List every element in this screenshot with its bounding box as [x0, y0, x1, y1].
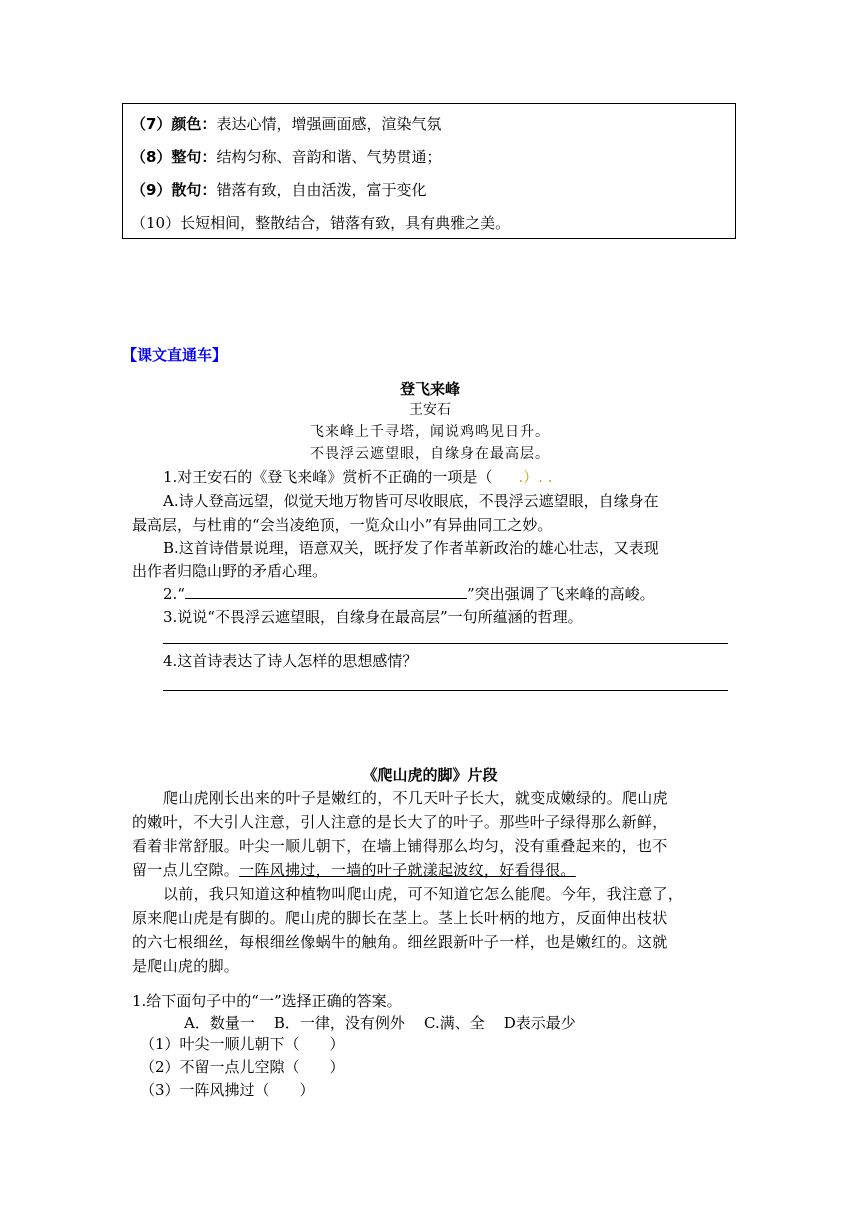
option-b-line-1: B.这首诗借景说理，语意双关，既抒发了作者革新政治的雄心壮志，又表现	[163, 539, 659, 557]
note-label: （9）散句：	[131, 181, 217, 199]
question-2	[163, 584, 655, 604]
note-long-short	[131, 213, 510, 233]
question-2-prefix: 2.“	[163, 585, 185, 603]
note-regular-sentence	[131, 147, 441, 167]
answer-line[interactable]	[163, 690, 728, 691]
passage-paragraph-1	[163, 786, 733, 810]
exercise-item-3	[140, 1080, 315, 1100]
note-color	[131, 114, 441, 134]
passage-line: 原来爬山虎是有脚的。爬山虎的脚长在茎上。茎上长叶柄的地方，反面伸出枝状	[132, 909, 668, 927]
note-text: 结构匀称、音韵和谐、气势贯通；	[216, 148, 442, 166]
note-text: 错落有致，自由活泼，富于变化	[216, 181, 427, 199]
exercise-options: A．数量一 B．一律，没有例外 C.满、全 D表示最少	[184, 1014, 576, 1032]
passage-text: 留一点儿空隙。	[132, 861, 240, 879]
question-2-suffix: ”突出强调了飞来峰的高峻。	[466, 585, 655, 603]
poem-line-1: 飞来峰上千寻塔，闻说鸡鸣见日升。	[310, 424, 550, 440]
answer-line[interactable]	[163, 643, 728, 644]
option-a-line-1: A.诗人登高远望，似觉天地万物皆可尽收眼底，不畏浮云遮望眼，自缘身在	[163, 492, 659, 510]
question-1-text: 1.对王安石的《登飞来峰》赏析不正确的一项是（	[163, 468, 493, 486]
question-4: 4.这首诗表达了诗人怎样的思想感情？	[163, 652, 418, 670]
passage-line: 是爬山虎的脚。	[132, 957, 240, 975]
question-1-stem	[163, 467, 552, 487]
exercise-item-2	[140, 1057, 345, 1077]
note-loose-sentence	[131, 180, 426, 200]
passage-line: 爬山虎刚长出来的叶子是嫩红的，不几天叶子长大，就变成嫩绿的。爬山虎	[163, 789, 668, 807]
item-text: （2）不留一点儿空隙（	[140, 1058, 300, 1076]
passage-line: 以前，我只知道这种植物叫爬山虎，可不知道它怎么能爬。今年，我注意了，	[163, 885, 684, 903]
underlined-sentence: 一阵风拂过，一墙的叶子就漾起波纹，好看得很。	[239, 861, 576, 879]
exercise-item-1	[140, 1034, 345, 1054]
section-tag: 【课文直通车】	[122, 346, 228, 364]
passage-line: 看着非常舒服。叶尖一顺儿朝下，在墙上铺得那么均匀，没有重叠起来的，也不	[132, 837, 668, 855]
note-label: （7）颜色：	[131, 115, 217, 133]
question-3: 3.说说“不畏浮云遮望眼，自缘身在最高层”一句所蕴涵的哲理。	[163, 608, 583, 626]
poem-title: 登飞来峰	[399, 380, 460, 398]
answer-blank[interactable]	[185, 584, 467, 599]
option-b-line-2: 出作者归隐山野的矛盾心理。	[132, 562, 328, 580]
passage-line: 的六七根细丝，每根细丝像蜗牛的触角。细丝跟新叶子一样，也是嫩红的。这就	[132, 933, 668, 951]
passage-line: 的嫩叶，不大引人注意，引人注意的是长大了的叶子。那些叶子绿得那么新鲜，	[132, 813, 668, 831]
item-close: ）	[329, 1058, 345, 1076]
exercise-stem: 1.给下面句子中的“一”选择正确的答案。	[132, 992, 402, 1010]
note-text: （10）长短相间，整散结合，错落有致，具有典雅之美。	[131, 214, 511, 232]
item-text: （3）一阵风拂过（	[140, 1081, 270, 1099]
rhetoric-notes-box	[122, 103, 736, 239]
item-close: ）	[299, 1081, 315, 1099]
note-text: 表达心情，增强画面感，渲染气氛	[216, 115, 442, 133]
item-text: （1）叶尖一顺儿朝下（	[140, 1035, 300, 1053]
passage-title: 《爬山虎的脚》片段	[362, 766, 498, 784]
note-label: （8）整句：	[131, 148, 217, 166]
option-a-line-2: 最高层，与杜甫的“会当凌绝顶，一览众山小”有异曲同工之妙。	[132, 516, 553, 534]
poem-author: 王安石	[409, 402, 451, 418]
item-close: ）	[329, 1035, 345, 1053]
question-1-dots: .）. .	[518, 468, 553, 486]
poem-line-2: 不畏浮云遮望眼，自缘身在最高层。	[310, 446, 550, 462]
passage-line-underlined	[132, 858, 732, 882]
